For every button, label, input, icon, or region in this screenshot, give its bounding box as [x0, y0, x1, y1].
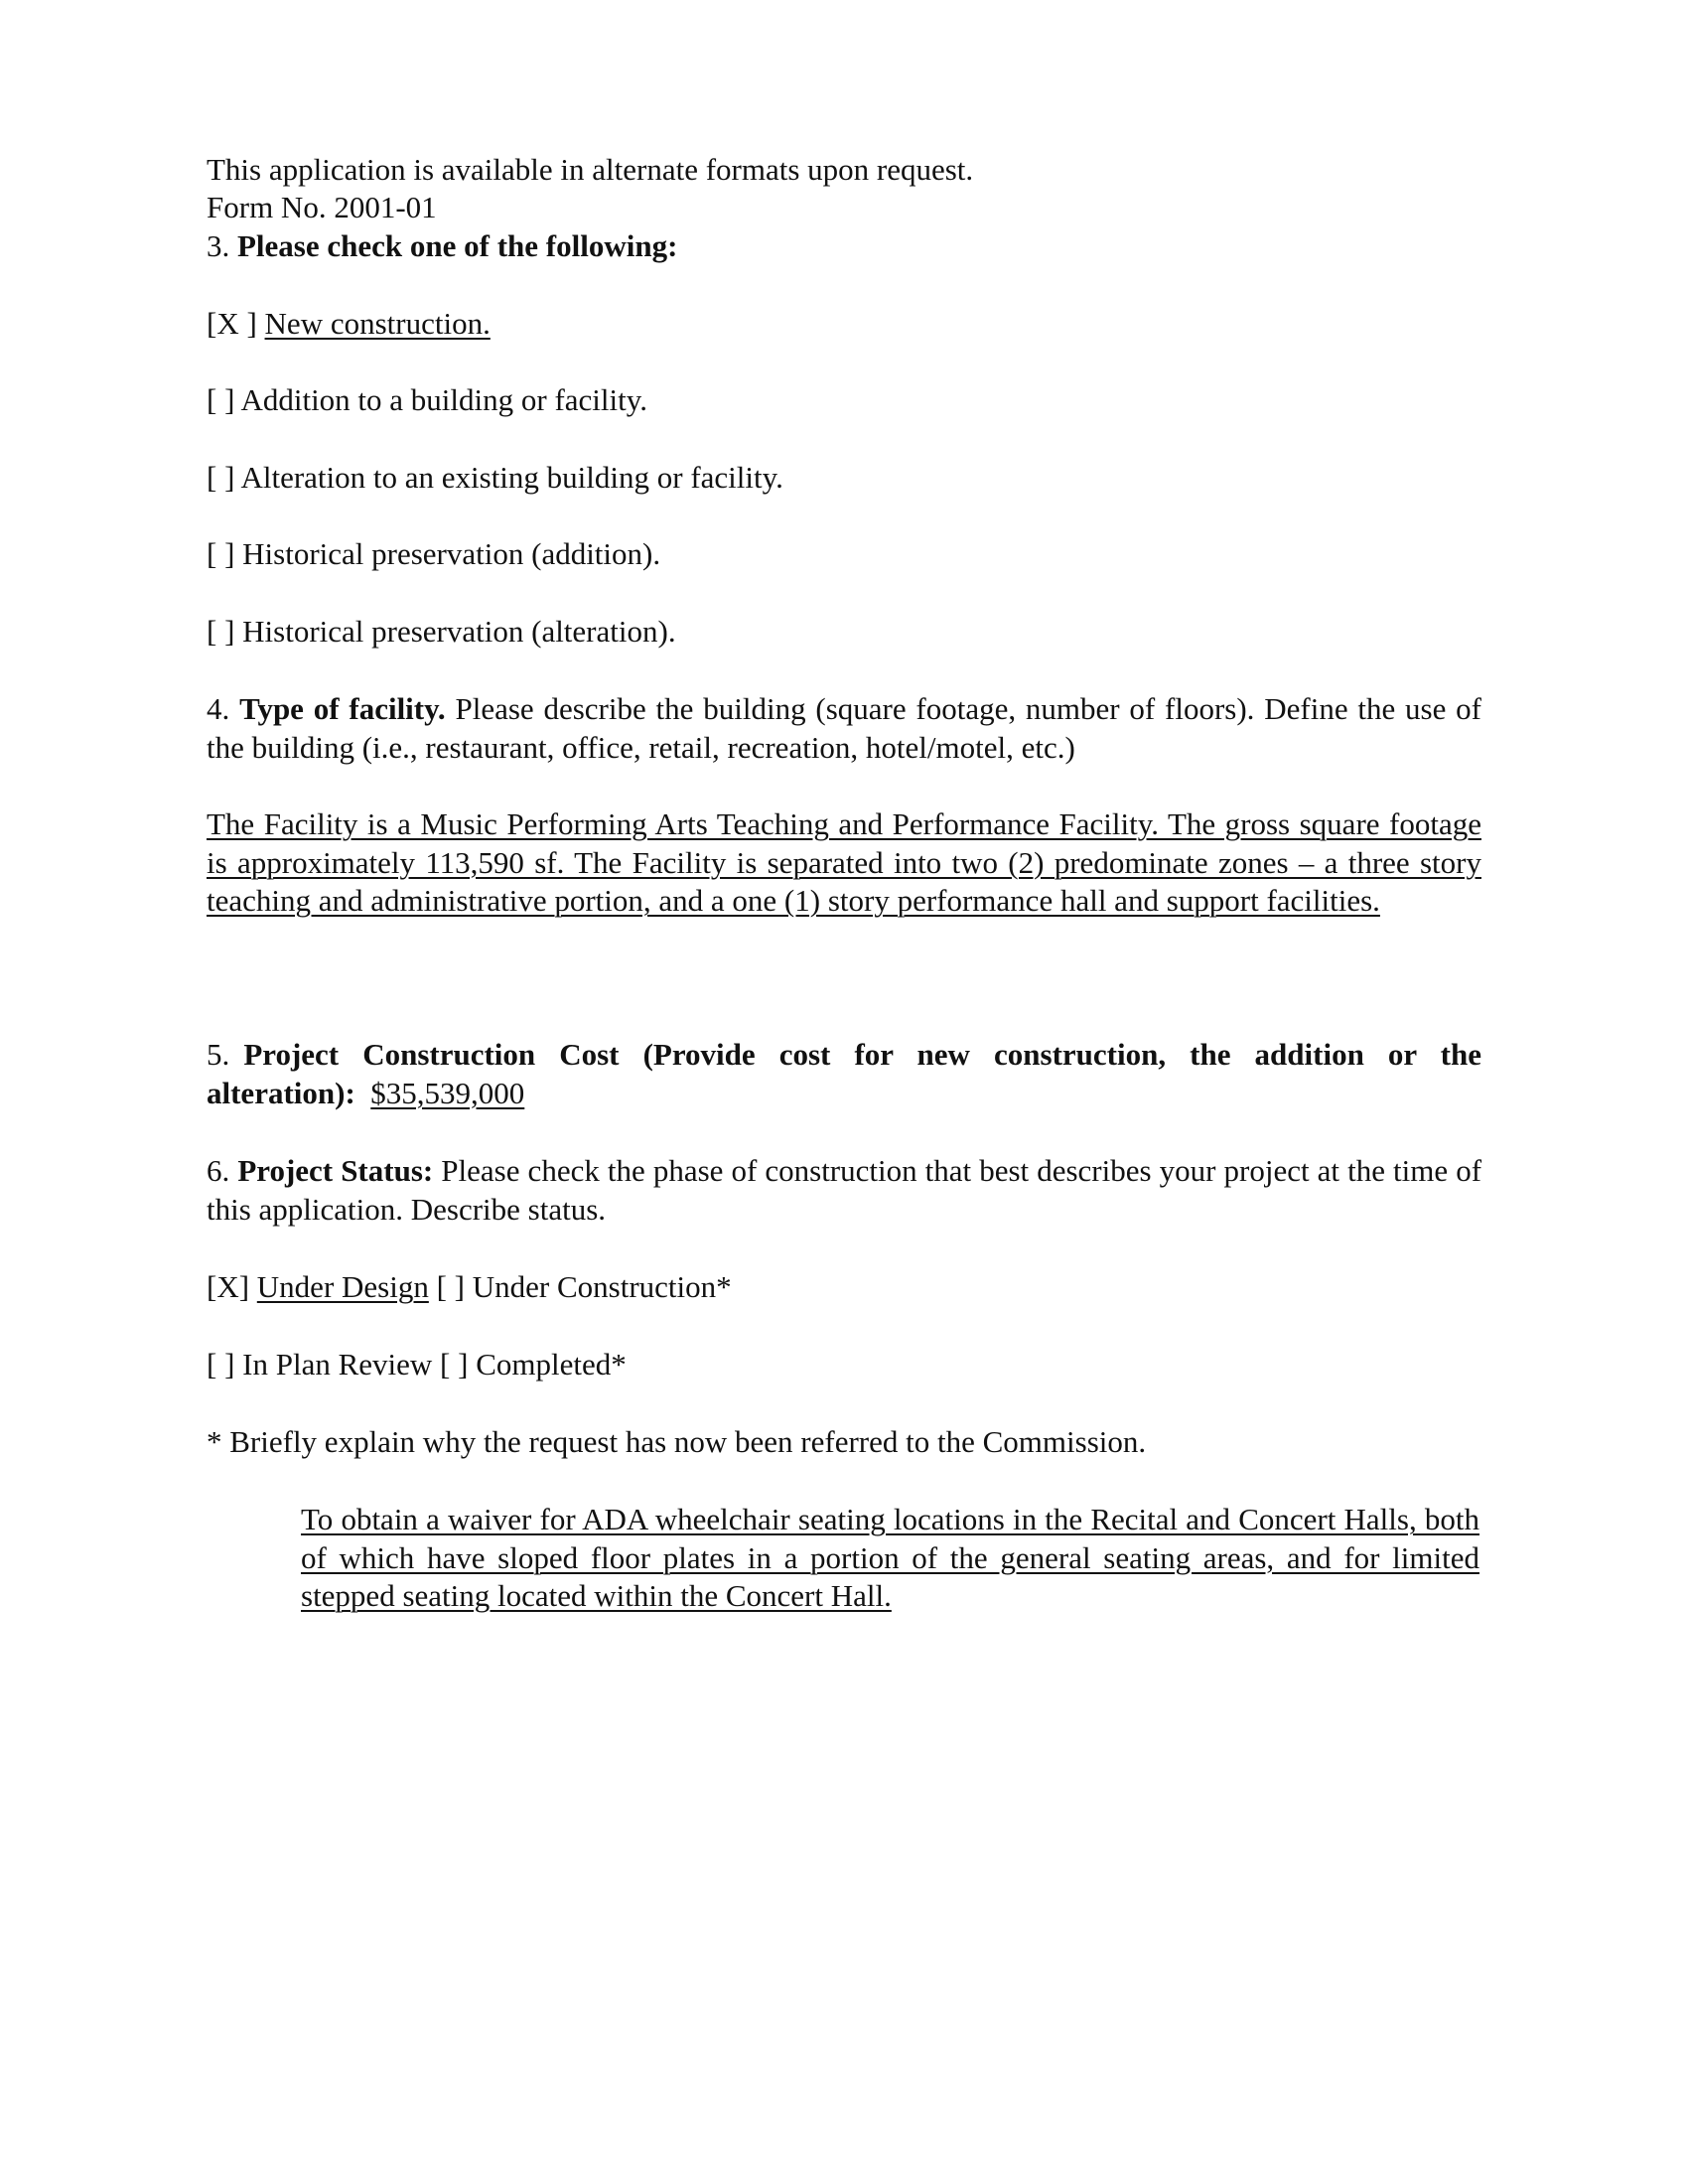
checkbox-checked[interactable]: [X]: [207, 1269, 250, 1304]
option-new-construction[interactable]: [207, 305, 491, 343]
section-number: 5.: [207, 1037, 230, 1072]
option-historical-addition[interactable]: [207, 535, 660, 573]
form-number: Form No. 2001-01: [207, 190, 437, 224]
status-row-2: [207, 1346, 627, 1383]
checkbox-unchecked[interactable]: [ ]: [436, 1269, 465, 1304]
facility-description-answer[interactable]: The Facility is a Music Performing Arts Teaching and Performance Facility. The gross square footage is approximately 113,590 sf. The Facility is separated into two (2) predominate zones – a three story teaching and administrative portion, and a one (1) story performance hall and support facilities.: [207, 806, 1481, 918]
option-label: Addition to a building or facility.: [240, 382, 647, 417]
section-title: Type of facility.: [239, 691, 446, 726]
status-under-construction: Under Construction*: [472, 1269, 732, 1304]
status-in-plan-review: In Plan Review: [242, 1347, 433, 1382]
referral-footnote: * Briefly explain why the request has now been referred to the Commission.: [207, 1424, 1147, 1459]
section-number: 6.: [207, 1153, 230, 1188]
section-prompt: Please check the phase of construction that best describes your project at the time of this application. Describe status.: [207, 1153, 1482, 1227]
section-6-prompt: [207, 1152, 1481, 1229]
option-addition[interactable]: [207, 381, 647, 419]
section-3-heading: [207, 227, 677, 265]
checkbox-unchecked[interactable]: [ ]: [207, 382, 235, 417]
option-historical-alteration[interactable]: [207, 613, 676, 651]
section-5-cost: [207, 1036, 1481, 1112]
section-number: 4.: [207, 691, 230, 726]
section-prompt: Please describe the building (square footage, number of floors). Define the use of the building (i.e., restaurant, office, retail, recreation, hotel/motel, etc.): [207, 691, 1482, 765]
checkbox-unchecked[interactable]: [ ]: [207, 1347, 235, 1382]
option-label: Historical preservation (addition).: [242, 536, 661, 571]
construction-cost-value[interactable]: $35,539,000: [370, 1075, 525, 1110]
section-4-prompt: [207, 690, 1481, 767]
status-completed: Completed*: [476, 1347, 627, 1382]
section-title: Project Construction Cost (Provide cost for new construction, the addition or the alteration):: [207, 1037, 1482, 1110]
option-label: Alteration to an existing building or facility.: [240, 460, 783, 495]
status-under-design: Under Design: [256, 1269, 429, 1304]
option-label: New construction.: [264, 306, 491, 341]
status-row-1: [207, 1268, 732, 1306]
option-label: Historical preservation (alteration).: [242, 614, 676, 649]
checkbox-unchecked[interactable]: [ ]: [207, 536, 235, 571]
checkbox-unchecked[interactable]: [ ]: [207, 460, 235, 495]
checkbox-unchecked[interactable]: [ ]: [207, 614, 235, 649]
option-alteration[interactable]: [207, 459, 783, 497]
checkbox-checked[interactable]: [X ]: [207, 306, 257, 341]
availability-note: This application is available in alternate formats upon request.: [207, 152, 974, 187]
section-number: 3.: [207, 228, 230, 263]
section-title: Project Status:: [237, 1153, 434, 1188]
referral-explanation-answer[interactable]: To obtain a waiver for ADA wheelchair seating locations in the Recital and Concert Halls, both of which have sloped floor plates in a portion of the general seating areas, and for limited stepped seating located within the Concert Hall.: [301, 1502, 1479, 1613]
section-title: Please check one of the following:: [237, 228, 678, 263]
checkbox-unchecked[interactable]: [ ]: [440, 1347, 469, 1382]
